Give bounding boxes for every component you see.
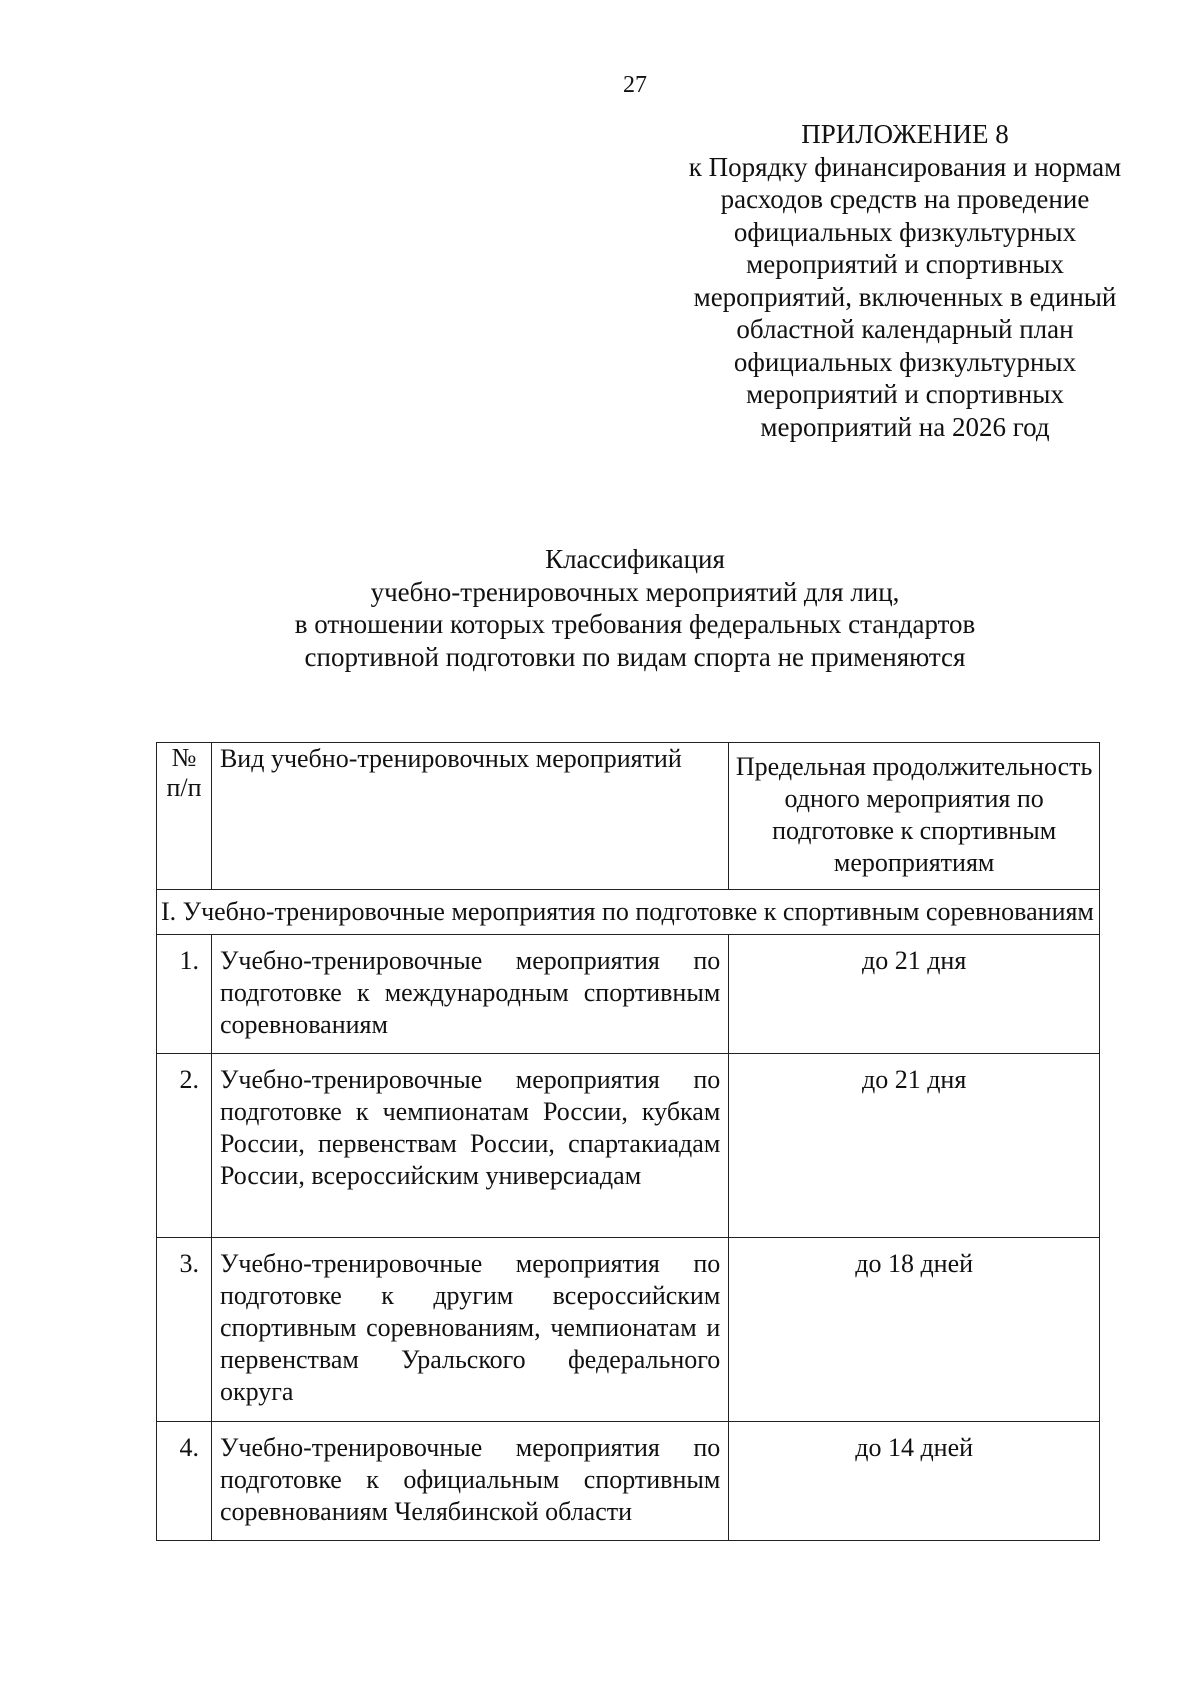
row-duration: до 21 дня [729, 935, 1100, 1054]
row-num: 4. [157, 1422, 212, 1541]
row-type: Учебно-тренировочные мероприятия по подготовке к международным спортивным соревнованиям [211, 935, 728, 1054]
appendix-header [655, 118, 1155, 443]
appendix-text: к Порядку финансирования и нормам расходов средств на проведение официальных физкультурных мероприятий и спортивных мероприятий, включенных в единый областной календарный план официальных физкультурных мероприятий и спортивных мероприятий на 2026 год [688, 151, 1122, 442]
section-row [157, 890, 1100, 935]
page-number: 27 [623, 72, 647, 98]
section-title: I. Учебно-тренировочные мероприятия по подготовке к спортивным соревнованиям [157, 890, 1100, 935]
row-type: Учебно-тренировочные мероприятия по подготовке к чемпионатам России, кубкам России, первенствам России, спартакиадам России, всероссийским универсиадам [211, 1054, 728, 1238]
document-title: Классификация учебно-тренировочных мероприятий для лиц, в отношении которых требования федеральных стандартов спортивной подготовки по видам спорта не применяются [294, 544, 976, 672]
table-row [157, 1054, 1100, 1238]
row-duration: до 21 дня [729, 1054, 1100, 1238]
row-num: 1. [157, 935, 212, 1054]
row-type: Учебно-тренировочные мероприятия по подготовке к другим всероссийским спортивным соревнованиям, чемпионатам и первенствам Уральского федерального округа [211, 1238, 728, 1422]
table-row [157, 1238, 1100, 1422]
row-num: 3. [157, 1238, 212, 1422]
table-header-row [157, 743, 1100, 890]
header-duration: Предельная продолжительность одного мероприятия по подготовке к спортивным мероприятиям [729, 743, 1100, 890]
table-row [157, 935, 1100, 1054]
row-type: Учебно-тренировочные мероприятия по подготовке к официальным спортивным соревнованиям Челябинской области [211, 1422, 728, 1541]
header-type: Вид учебно-тренировочных мероприятий [211, 743, 728, 890]
appendix-title: ПРИЛОЖЕНИЕ 8 [801, 119, 1009, 149]
table-row [157, 1422, 1100, 1541]
row-num: 2. [157, 1054, 212, 1238]
row-duration: до 14 дней [729, 1422, 1100, 1541]
header-num: № п/п [157, 743, 212, 890]
row-duration: до 18 дней [729, 1238, 1100, 1422]
classification-table [156, 742, 1100, 1541]
